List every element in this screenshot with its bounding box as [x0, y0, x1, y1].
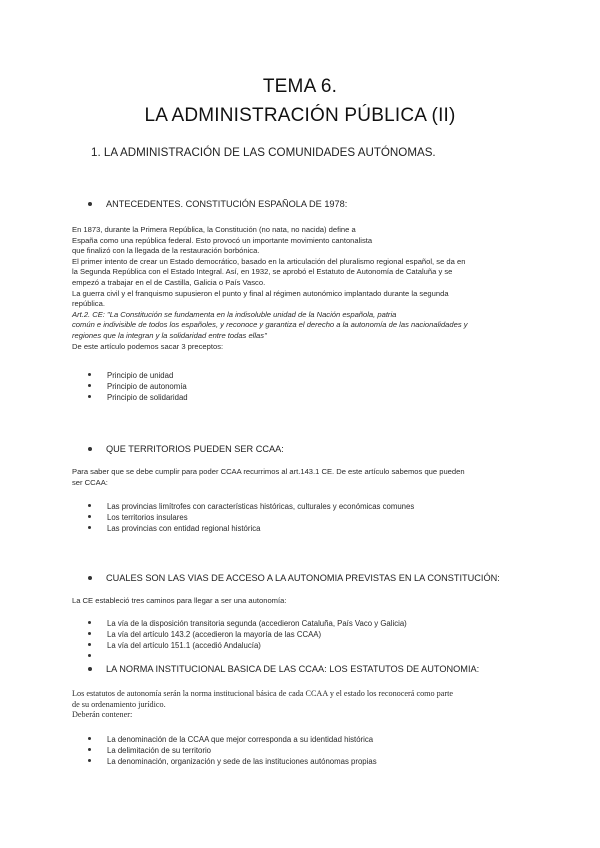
list-item	[88, 630, 407, 641]
bullet-icon	[88, 759, 91, 762]
list-item-text: Principio de autonomía	[107, 381, 187, 391]
heading-territorios	[88, 444, 284, 454]
list-preceptos	[88, 371, 188, 404]
text-line: que finalizó con la llegada de la restauración borbónica.	[72, 246, 260, 256]
paragraph-estatutos	[72, 689, 532, 721]
list-item-text: La delimitación de su territorio	[107, 745, 212, 755]
bullet-icon	[88, 384, 91, 387]
bullet-icon	[88, 632, 91, 635]
list-territorios	[88, 502, 414, 535]
quote-line: regiones que la integran y la solidaridad entre todas ellas"	[72, 330, 267, 340]
text-line: Para saber que se debe cumplir para poder CCAA recurrimos al art.143.1 CE. De este artículo sabemos que pueden	[72, 467, 465, 476]
list-item-text: Los territorios insulares	[107, 512, 188, 522]
doc-subtitle: LA ADMINISTRACIÓN PÚBLICA (II)	[144, 105, 456, 126]
list-item	[88, 371, 188, 382]
list-vias	[88, 619, 407, 663]
text-line: de su ordenamiento jurídico.	[72, 699, 166, 709]
quote-line: común e indivisible de todos los españoles, y reconoce y garantiza el derecho a la autonomía de las nacionalidades y	[72, 320, 468, 330]
bullet-icon	[88, 395, 91, 398]
list-item	[88, 641, 407, 652]
heading-text: ANTECEDENTES. CONSTITUCIÓN ESPAÑOLA DE 1978:	[106, 199, 348, 209]
text-line: La guerra civil y el franquismo supusieron el punto y final al régimen autonómico implantado durante la segunda	[72, 288, 449, 298]
section-heading: 1. LA ADMINISTRACIÓN DE LAS COMUNIDADES AUTÓNOMAS.	[91, 146, 436, 159]
bullet-icon	[88, 748, 91, 751]
list-estatutos	[88, 735, 377, 768]
doc-title: TEMA 6.	[262, 76, 338, 97]
list-item-text: Principio de solidaridad	[107, 392, 188, 402]
list-item-text: Las provincias limítrofes con características históricas, culturales y económicas comunes	[107, 502, 415, 511]
list-item	[88, 513, 414, 524]
list-item-text: La denominación de la CCAA que mejor corresponda a su identidad histórica	[107, 735, 374, 744]
text-line: Deberán contener:	[72, 710, 133, 720]
list-item	[88, 524, 414, 535]
list-item-text: La denominación, organización y sede de las instituciones autónomas propias	[107, 756, 377, 766]
text-line: república.	[72, 299, 105, 309]
paragraph-territorios	[72, 467, 532, 488]
bullet-icon	[88, 504, 91, 507]
bullet-icon	[88, 621, 91, 624]
list-item-text: La vía de la disposición transitoria segunda (accedieron Cataluña, País Vaco y Galicia)	[107, 619, 407, 628]
bullet-icon	[88, 202, 92, 206]
list-item	[88, 746, 377, 757]
bullet-icon	[88, 654, 91, 657]
text-line: Los estatutos de autonomía serán la norma institucional básica de cada CCAA y el estado los reconocerá como parte	[72, 689, 454, 698]
bullet-icon	[88, 373, 91, 376]
heading-vias	[88, 573, 500, 583]
list-item	[88, 619, 407, 630]
list-item-text: La vía del artículo 151.1 (accedió Andalucía)	[107, 640, 261, 650]
quote-line: Art.2. CE: "La Constitución se fundamenta en la indisoluble unidad de la Nación española, patria	[72, 309, 397, 319]
list-item-text: Las provincias con entidad regional histórica	[107, 523, 261, 533]
list-item	[88, 382, 188, 393]
text-line: El primer intento de crear un Estado democrático, basado en la articulación del pluralismo regional español, se da en	[72, 256, 466, 266]
bullet-icon	[88, 737, 91, 740]
paragraph-antecedentes	[72, 225, 532, 352]
text-line: España como una república federal. Esto provocó un importante movimiento cantonalista	[72, 235, 373, 245]
list-item	[88, 393, 188, 404]
paragraph-vias	[72, 596, 532, 607]
heading-estatutos	[88, 664, 479, 674]
text-line: ser CCAA:	[72, 477, 108, 487]
bullet-icon	[88, 515, 91, 518]
text-line: De este artículo podemos sacar 3 preceptos:	[72, 341, 224, 351]
list-item	[88, 502, 414, 513]
text-line: la Segunda República con el Estado Integral. Así, en 1932, se aprobó el Estatuto de Autonomía de Cataluña y se	[72, 267, 453, 277]
list-item-text: La vía del artículo 143.2 (accedieron la mayoría de las CCAA)	[107, 629, 322, 639]
bullet-icon	[88, 667, 92, 671]
list-item	[88, 652, 407, 663]
heading-antecedentes	[88, 199, 347, 209]
list-item	[88, 735, 377, 746]
heading-text: QUE TERRITORIOS PUEDEN SER CCAA:	[106, 444, 284, 454]
bullet-icon	[88, 447, 92, 451]
bullet-icon	[88, 576, 92, 580]
list-item	[88, 757, 377, 768]
heading-text: LA NORMA INSTITUCIONAL BASICA DE LAS CCAA: LOS ESTATUTOS DE AUTONOMIA:	[106, 664, 480, 674]
bullet-icon	[88, 526, 91, 529]
heading-text: CUALES SON LAS VIAS DE ACCESO A LA AUTONOMIA PREVISTAS EN LA CONSTITUCIÓN:	[106, 573, 500, 583]
text-line: La CE estableció tres caminos para llegar a ser una autonomía:	[72, 596, 287, 605]
text-line: empezó a trabajar en el de Castilla, Galicia o País Vasco.	[72, 277, 266, 287]
text-line: En 1873, durante la Primera República, la Constitución (no nata, no nacida) define a	[72, 225, 356, 234]
list-item-text: Principio de unidad	[107, 371, 174, 380]
bullet-icon	[88, 643, 91, 646]
